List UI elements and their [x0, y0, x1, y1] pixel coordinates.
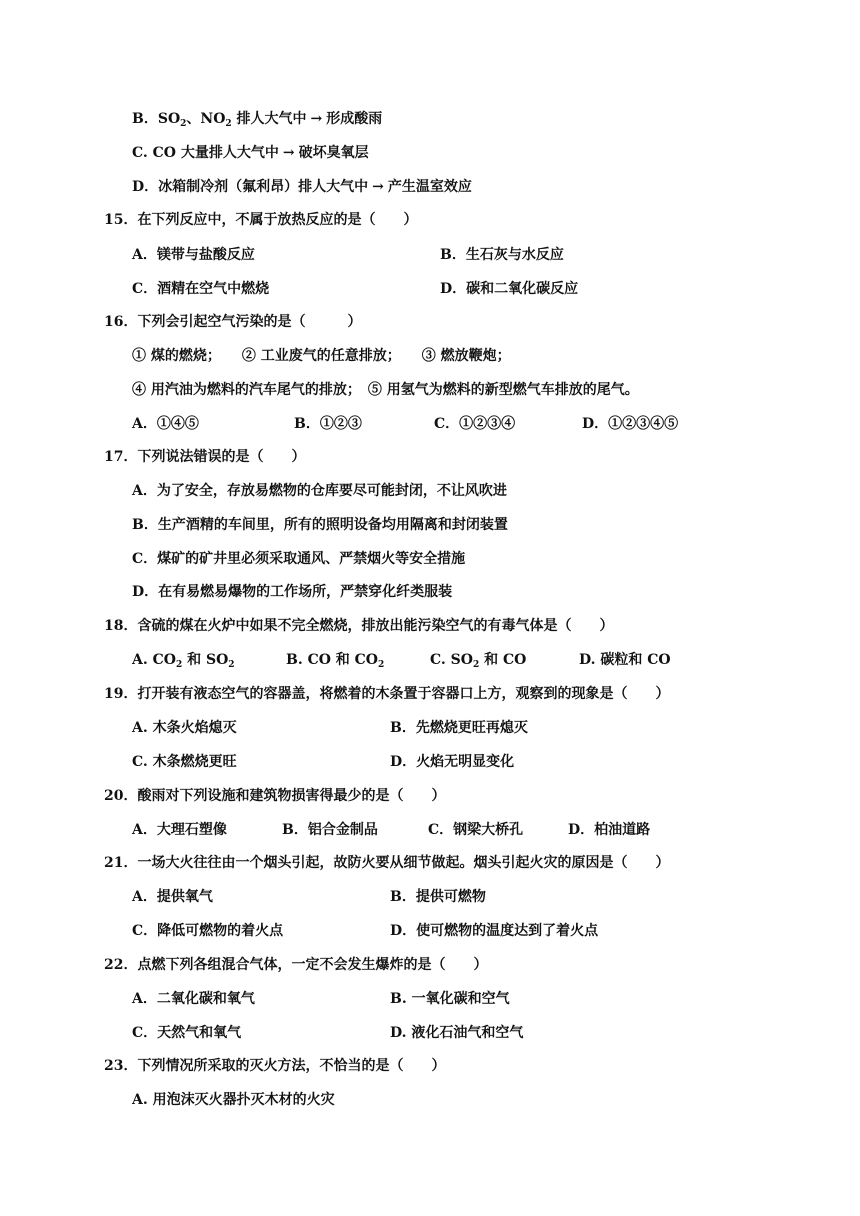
q21-option-a: A．提供氧气	[132, 889, 213, 905]
q15-stem: 15．在下列反应中，不属于放热反应的是（ ）	[104, 212, 418, 228]
q18-option-c	[430, 650, 526, 670]
q17-stem: 17．下列说法错误的是（ ）	[104, 449, 306, 465]
q18-option-b	[286, 650, 384, 670]
q16-option-b: B．①②③	[294, 416, 362, 432]
q16-items-line2: ④ 用汽油为燃料的汽车尾气的排放； ⑤ 用氢气为燃料的新型燃气车排放的尾气。	[132, 382, 639, 398]
q17-option-c: C．煤矿的矿井里必须采取通风、严禁烟火等安全措施	[132, 551, 466, 567]
q14-d-text: D．冰箱制冷剂（氟利昂）排人大气中	[132, 179, 369, 195]
q14-option-c	[132, 143, 369, 163]
q14-b-text: 、NO	[186, 111, 226, 127]
q17-option-d: D．在有易燃易爆物的工作场所，严禁穿化纤类服装	[132, 584, 453, 600]
q21-option-b: B．提供可燃物	[390, 889, 486, 905]
q16-option-a: A．①④⑤	[132, 416, 199, 432]
q20-stem: 20．酸雨对下列设施和建筑物损害得最少的是（ ）	[104, 788, 446, 804]
q14-option-b	[132, 109, 382, 129]
q18-a-text: A. CO	[132, 652, 176, 668]
q14-c-result: 破坏臭氧层	[298, 145, 369, 161]
q16-stem: 16．下列会引起空气污染的是（ ）	[104, 314, 362, 330]
q22-option-b: B. 一氧化碳和空气	[390, 991, 510, 1007]
q19-stem: 19．打开装有液态空气的容器盖，将燃着的木条置于容器口上方，观察到的现象是（ ）	[104, 686, 670, 702]
q17-option-b: B．生产酒精的车间里，所有的照明设备均用隔离和封闭装置	[132, 517, 508, 533]
q15-option-d: D．碳和二氧化碳反应	[440, 281, 579, 297]
q14-c-text: C. CO 大量排人大气中	[132, 145, 279, 161]
q20-option-c: C．钢梁大桥孔	[428, 822, 524, 838]
q22-stem: 22．点燃下列各组混合气体，一定不会发生爆炸的是（ ）	[104, 957, 488, 973]
right-arrow-icon: →	[282, 145, 295, 161]
q16-option-c: C．①②③④	[434, 416, 516, 432]
q19-option-c: C. 木条燃烧更旺	[132, 754, 237, 770]
right-arrow-icon: →	[310, 111, 323, 127]
subscript: 2	[225, 119, 232, 129]
q16-items-line1: ① 煤的燃烧； ② 工业废气的任意排放； ③ 燃放鞭炮；	[132, 348, 511, 364]
q18-c-text: C. SO	[430, 652, 473, 668]
q14-d-result: 产生温室效应	[387, 179, 472, 195]
q18-b-text: B. CO 和 CO	[286, 652, 379, 668]
q22-option-c: C．天然气和氧气	[132, 1025, 242, 1041]
q17-option-a: A．为了安全，存放易燃物的仓库要尽可能封闭，不让风吹进	[132, 483, 507, 499]
q20-option-a: A．大理石塑像	[132, 822, 227, 838]
q23-option-a: A. 用泡沫灭火器扑灭木材的火灾	[132, 1092, 335, 1108]
q22-option-a: A．二氧化碳和氧气	[132, 991, 255, 1007]
q19-option-d: D．火焰无明显变化	[390, 754, 515, 770]
subscript: 2	[175, 660, 183, 670]
subscript: 2	[180, 119, 187, 129]
q23-stem: 23．下列情况所采取的灭火方法，不恰当的是（ ）	[104, 1058, 446, 1074]
q15-option-b: B．生石灰与水反应	[440, 247, 564, 263]
q14-b-text: B．SO	[132, 111, 181, 127]
q21-option-d: D．使可燃物的温度达到了着火点	[390, 923, 599, 939]
q15-option-c: C．酒精在空气中燃烧	[132, 281, 270, 297]
q16-option-d: D．①②③④⑤	[582, 416, 679, 432]
subscript: 2	[472, 660, 480, 670]
q14-option-d	[132, 177, 472, 197]
q21-option-c: C．降低可燃物的着火点	[132, 923, 284, 939]
q18-a-text: 和 SO	[182, 652, 229, 668]
q14-b-result: 形成酸雨	[326, 111, 383, 127]
q21-stem: 21．一场大火往往由一个烟头引起，故防火要从细节做起。烟头引起火灾的原因是（ ）	[104, 855, 670, 871]
q18-option-a	[132, 650, 235, 670]
q19-option-a: A. 木条火焰熄灭	[132, 720, 237, 736]
q14-b-text: 排人大气中	[231, 111, 307, 127]
q18-c-text: 和 CO	[479, 652, 527, 668]
q15-option-a: A．镁带与盐酸反应	[132, 247, 255, 263]
q20-option-d: D．柏油道路	[568, 822, 651, 838]
subscript: 2	[228, 660, 235, 670]
q18-option-d: D. 碳粒和 CO	[579, 652, 671, 668]
subscript: 2	[378, 660, 385, 670]
right-arrow-icon: →	[372, 179, 384, 195]
q18-stem: 18．含硫的煤在火炉中如果不完全燃烧，排放出能污染空气的有毒气体是（ ）	[104, 618, 614, 634]
q20-option-b: B．铝合金制品	[282, 822, 378, 838]
q19-option-b: B．先燃烧更旺再熄灭	[390, 720, 528, 736]
q22-option-d: D. 液化石油气和空气	[390, 1025, 524, 1041]
